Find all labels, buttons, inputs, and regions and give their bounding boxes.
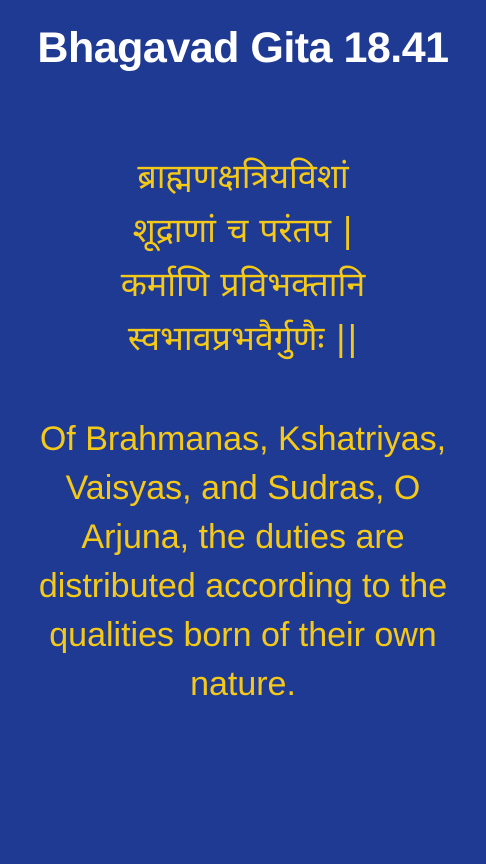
page-title: Bhagavad Gita 18.41	[37, 24, 449, 72]
verse-line: ब्राह्मणक्षत्रियविशां	[137, 157, 349, 197]
translation-line: nature.	[190, 665, 296, 703]
verse-line: शूद्राणां च परंतप |	[132, 211, 354, 251]
translation-line: distributed according to the	[38, 567, 448, 605]
english-translation	[0, 415, 486, 709]
verse-line: कर्माणि प्रविभक्तानि	[120, 265, 366, 305]
verse-line: स्वभावप्रभवैर्गुणैः ||	[127, 319, 359, 359]
sanskrit-verse	[0, 150, 486, 366]
translation-line: Arjuna, the duties are	[81, 518, 405, 556]
translation-line: Of Brahmanas, Kshatriyas,	[39, 420, 447, 458]
translation-line: qualities born of their own	[49, 616, 437, 654]
translation-line: Vaisyas, and Sudras, O	[65, 469, 421, 507]
